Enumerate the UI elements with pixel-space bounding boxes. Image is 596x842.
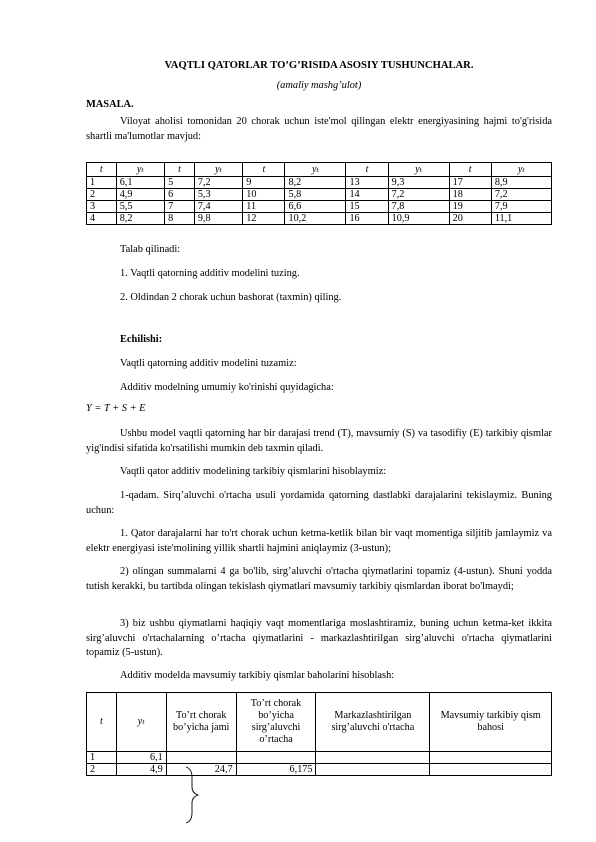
table-row [87, 177, 552, 189]
table-cell: 4 [87, 213, 117, 225]
header-cell: t [165, 163, 195, 177]
table-cell: 7,2 [194, 177, 242, 189]
table-cell: 19 [449, 201, 491, 213]
table-cell: 9,3 [388, 177, 449, 189]
table-cell: 7,9 [491, 201, 551, 213]
paragraph: Additiv modelning umumiy ko'rinishi quyidagicha: [120, 382, 334, 393]
header-cell: yₜ [116, 693, 166, 752]
header-cell: yₜ [194, 163, 242, 177]
header-cell: t [243, 163, 285, 177]
table-cell [430, 752, 552, 764]
table-cell: 20 [449, 213, 491, 225]
table-cell: 1 [87, 177, 117, 189]
table-cell: 7,8 [388, 201, 449, 213]
table-cell: 2 [87, 189, 117, 201]
header-cell: yₜ [388, 163, 449, 177]
table-cell: 2 [87, 764, 117, 776]
table-row [87, 213, 552, 225]
header-cell: Markazlashtirilgan sirg’aluvchi o'rtacha [316, 693, 430, 752]
formula: Y = T + S + E [86, 403, 146, 414]
task-item: 2. Oldindan 2 chorak uchun bashorat (taxmin) qiling. [120, 292, 342, 303]
table-row [87, 752, 552, 764]
table-cell: 6,1 [116, 177, 164, 189]
table-cell: 14 [346, 189, 388, 201]
table-header-row [87, 163, 552, 177]
table-row [87, 201, 552, 213]
header-cell: t [87, 163, 117, 177]
table-cell: 6,175 [236, 764, 316, 776]
talab-label: Talab qilinadi: [120, 244, 181, 255]
masala-heading: MASALA. [86, 99, 134, 110]
table-cell [236, 752, 316, 764]
table-cell: 24,7 [166, 764, 236, 776]
table-cell: 16 [346, 213, 388, 225]
table-cell [430, 764, 552, 776]
table-cell: 5,3 [194, 189, 242, 201]
paragraph: 3) biz ushbu qiymatlarni haqiqiy vaqt momentlariga moslashtiramiz, buning uchun ketma-ket ikkita sirg’aluvchi o'rtachalarning o’rtacha qiymatlarini - markazlashtirilgan sirg’aluvchi o'rtacha qiymatlarini topamiz (5-ustun). [86, 618, 552, 658]
table-cell: 8,2 [116, 213, 164, 225]
table-cell: 4,9 [116, 189, 164, 201]
header-cell: To’rt chorak bo’yicha jami [166, 693, 236, 752]
solution-heading: Echilishi: [120, 334, 163, 345]
table-cell: 7,2 [388, 189, 449, 201]
intro-paragraph: Viloyat aholisi tomonidan 20 chorak uchun iste'mol qilingan elektr energiyasining hajmi to'g'risida shartli ma'lumotlar mavjud: [86, 116, 552, 142]
table-cell: 8,2 [285, 177, 346, 189]
header-cell: t [346, 163, 388, 177]
table-cell: 5,5 [116, 201, 164, 213]
paragraph: Vaqtli qator additiv modelining tarkibiy qismlarini hisoblaymiz: [120, 466, 387, 477]
table-cell: 11 [243, 201, 285, 213]
header-cell: To’rt chorak bo’yicha sirg’aluvchi o’rtacha [236, 693, 316, 752]
data-table [86, 162, 552, 225]
paragraph: Ushbu model vaqtli qatorning har bir darajasi trend (T), mavsumiy (S) va tasodifiy (E) tarkibiy qismlar yig'indisi sifatida ko'rsatilishi mumkin deb taxmin qiladi. [86, 428, 552, 454]
table-cell: 7,4 [194, 201, 242, 213]
table-cell: 9 [243, 177, 285, 189]
table-cell: 3 [87, 201, 117, 213]
table-cell [316, 764, 430, 776]
table-cell: 12 [243, 213, 285, 225]
table-cell: 6 [165, 189, 195, 201]
paragraph: 2) olingan summalarni 4 ga bo'lib, sirg’aluvchi o'rtacha qiymatlarini topamiz (4-ustun). Shuni yodda tutish kerakki, bu tartibda olingan tekislash qiymatlari mavsumiy tarkibiy qismlardan iborat bo'lmaydi; [86, 566, 552, 592]
table-cell: 8,9 [491, 177, 551, 189]
table-cell: 15 [346, 201, 388, 213]
header-cell: yₜ [116, 163, 164, 177]
page-subtitle: (amaliy mashg’ulot) [276, 80, 362, 91]
paragraph: Additiv modelda mavsumiy tarkibiy qismlar baholarini hisoblash: [120, 670, 395, 681]
table-cell: 8 [165, 213, 195, 225]
table-cell: 6,6 [285, 201, 346, 213]
table-cell: 13 [346, 177, 388, 189]
table-cell: 7,2 [491, 189, 551, 201]
table-cell: 10,2 [285, 213, 346, 225]
table-cell: 10,9 [388, 213, 449, 225]
table-cell: 4,9 [116, 764, 166, 776]
page-title: VAQTLI QATORLAR TO’G’RISIDA ASOSIY TUSHUNCHALAR. [164, 60, 474, 71]
table-cell: 17 [449, 177, 491, 189]
paragraph: Vaqtli qatorning additiv modelini tuzamiz: [120, 358, 297, 369]
table-cell: 18 [449, 189, 491, 201]
table-cell: 9,8 [194, 213, 242, 225]
table-cell: 6,1 [116, 752, 166, 764]
curly-brace-mark [180, 765, 210, 825]
table-cell: 11,1 [491, 213, 551, 225]
table-cell [166, 752, 236, 764]
header-cell: yₜ [491, 163, 551, 177]
header-cell: Mavsumiy tarkibiy qism bahosi [430, 693, 552, 752]
header-cell: yₜ [285, 163, 346, 177]
table-row [87, 764, 552, 776]
seasonal-table [86, 692, 552, 776]
paragraph: 1-qadam. Sirq’aluvchi o'rtacha usuli yordamida qatorning dastlabki darajalarini tekislaymiz. Buning uchun: [86, 490, 552, 516]
table-cell: 5,8 [285, 189, 346, 201]
table-cell: 1 [87, 752, 117, 764]
header-cell: t [87, 693, 117, 752]
table-cell: 5 [165, 177, 195, 189]
table-header-row [87, 693, 552, 752]
header-cell: t [449, 163, 491, 177]
table-row [87, 189, 552, 201]
table-cell: 10 [243, 189, 285, 201]
task-item: 1. Vaqtli qatorning additiv modelini tuzing. [120, 268, 300, 279]
table-cell: 7 [165, 201, 195, 213]
table-cell [316, 752, 430, 764]
paragraph: 1. Qator darajalarni har to'rt chorak uchun ketma-ketlik bilan bir vaqt momentiga siljitib jamlaymiz va elektr energiyasi iste'molining yillik shartli hajmini aniqlaymiz (3-ustun); [86, 528, 552, 554]
